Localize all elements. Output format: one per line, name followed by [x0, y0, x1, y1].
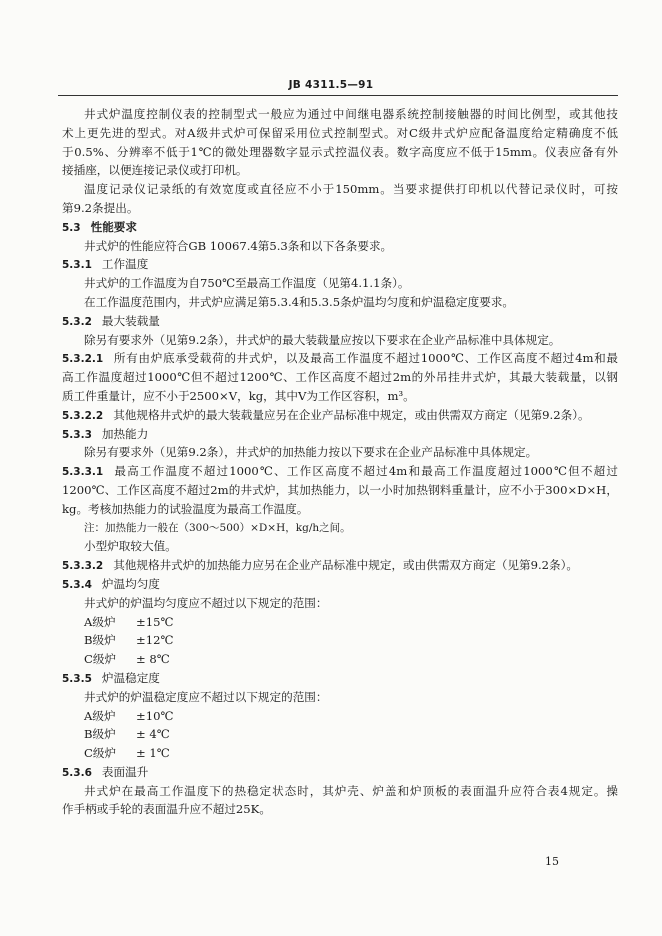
text-line: 井式炉的炉温稳定度应不超过以下规定的范围：	[84, 689, 328, 704]
header-rule	[58, 95, 618, 96]
furnace-grade: C级炉	[84, 746, 117, 761]
tolerance-value: ± 1℃	[136, 746, 170, 761]
text-line: 小型炉取较大值。	[84, 539, 177, 554]
section-number: 5.3.2.1	[62, 353, 104, 366]
section-heading	[62, 349, 618, 368]
section-title: 最高工作温度不超过1000℃、工作区高度不超过4m和最高工作温度超过1000℃但不超过	[113, 464, 618, 479]
section-title: 表面温升	[101, 764, 149, 779]
text-line: 接插座，以便连接记录仪或打印机。	[62, 163, 248, 178]
grade-spec-row	[62, 613, 618, 632]
text-line: 井式炉的性能应符合GB 10067.4第5.3条和以下各条要求。	[84, 238, 393, 253]
section-title: 性能要求	[90, 219, 137, 234]
section-heading	[62, 406, 618, 425]
text-line: 井式炉温度控制仪表的控制型式一般应为通过中间继电器系统控制接触器的时间比例型，或其他技	[84, 107, 618, 121]
page-number: 15	[545, 855, 559, 868]
section-heading	[62, 763, 618, 782]
section-number: 5.3.5	[62, 672, 92, 685]
text-line: 在工作温度范围内，井式炉应满足第5.3.4和5.3.5条炉温均匀度和炉温稳定度要求。	[84, 294, 515, 309]
section-number: 5.3.1	[62, 259, 92, 272]
section-heading	[62, 556, 618, 575]
section-number: 5.3	[62, 221, 81, 234]
section-heading	[62, 669, 618, 688]
section-heading	[62, 462, 618, 481]
text-line: 除另有要求外（见第9.2条），井式炉的加热能力按以下要求在企业产品标准中具体规定。	[84, 445, 538, 460]
section-title: 最大装载量	[101, 313, 160, 328]
grade-spec-row	[62, 650, 618, 669]
text-line: 井式炉在最高工作温度下的热稳定状态时，其炉壳、炉盖和炉顶板的表面温升应符合表4规定。操	[84, 783, 618, 798]
text-line: 作手柄或手轮的表面温升应不超过25K。	[62, 802, 271, 817]
section-number: 5.3.3.1	[62, 466, 104, 479]
furnace-grade: A级炉	[84, 614, 116, 629]
section-number: 5.3.3	[62, 428, 92, 441]
section-heading	[62, 218, 618, 237]
section-heading	[62, 255, 618, 274]
section-title: 所有由炉底承受载荷的井式炉，以及最高工作温度不超过1000℃、工作区高度不超过4m和最	[113, 351, 618, 366]
text-line: 于0.5%、分辨率不低于1℃的微处理器数字显示式控温仪表。数字高度应不低于15mm。仪表应备有外	[62, 144, 618, 159]
tolerance-value: ±12℃	[136, 633, 174, 648]
text-line: 除另有要求外（见第9.2条），井式炉的最大装载量应按以下要求在企业产品标准中具体规定。	[84, 332, 561, 347]
text-line: kg。考核加热能力的试验温度为最高工作温度。	[62, 501, 309, 516]
section-title: 加热能力	[101, 426, 149, 441]
text-line: 第9.2条提出。	[62, 200, 139, 215]
section-title: 工作温度	[101, 257, 149, 272]
text-line: 井式炉的炉温均匀度应不超过以下规定的范围：	[84, 595, 328, 610]
section-number: 5.3.3.2	[62, 560, 104, 573]
section-number: 5.3.2	[62, 315, 92, 328]
text-line: 井式炉的工作温度为自750℃至最高工作温度（见第4.1.1条）。	[84, 276, 410, 291]
furnace-grade: B级炉	[84, 727, 116, 742]
grade-spec-row	[62, 744, 618, 763]
section-number: 5.3.4	[62, 578, 92, 591]
document-header: JB 4311.5—91	[288, 79, 374, 91]
grade-spec-row	[62, 707, 618, 726]
text-line: 高工作温度超过1000℃但不超过1200℃、工作区高度不超过2m的外吊挂井式炉，其最大装载量，以钢	[62, 370, 618, 385]
tolerance-value: ±15℃	[136, 614, 174, 629]
section-title: 其他规格井式炉的最大装载量应另在企业产品标准中规定，或由供需双方商定（见第9.2条）。	[113, 407, 590, 422]
section-heading	[62, 312, 618, 331]
tolerance-value: ± 4℃	[136, 727, 170, 742]
section-title: 炉温均匀度	[101, 576, 160, 591]
document-body	[62, 105, 618, 819]
section-title: 炉温稳定度	[101, 670, 160, 685]
grade-spec-row	[62, 725, 618, 744]
tolerance-value: ±10℃	[136, 708, 174, 723]
tolerance-value: ± 8℃	[136, 652, 170, 667]
text-line: 术上更先进的型式。对A级井式炉可保留采用位式控制型式。对C级井式炉应配备温度给定精确度不低	[62, 125, 618, 140]
text-line: 注：加热能力一般在（300～500）×D×H，kg/h之间。	[84, 521, 351, 534]
section-number: 5.3.6	[62, 766, 92, 779]
text-line: 温度记录仪记录纸的有效宽度或直径应不小于150mm。当要求提供打印机以代替记录仪时，可按	[84, 182, 618, 197]
furnace-grade: C级炉	[84, 652, 117, 667]
section-title: 其他规格井式炉的加热能力应另在企业产品标准中规定，或由供需双方商定（见第9.2条）。	[113, 558, 579, 573]
section-heading	[62, 425, 618, 444]
furnace-grade: B级炉	[84, 633, 116, 648]
section-heading	[62, 575, 618, 594]
grade-spec-row	[62, 631, 618, 650]
text-line: 质工件重量计，应不小于2500×V，kg，其中V为工作区容积，m³。	[62, 388, 415, 403]
section-number: 5.3.2.2	[62, 409, 104, 422]
furnace-grade: A级炉	[84, 708, 116, 723]
text-line: 1200℃、工作区高度不超过2m的井式炉，其加热能力，以一小时加热钢料重量计，应不小于300×D×H，	[62, 482, 618, 497]
